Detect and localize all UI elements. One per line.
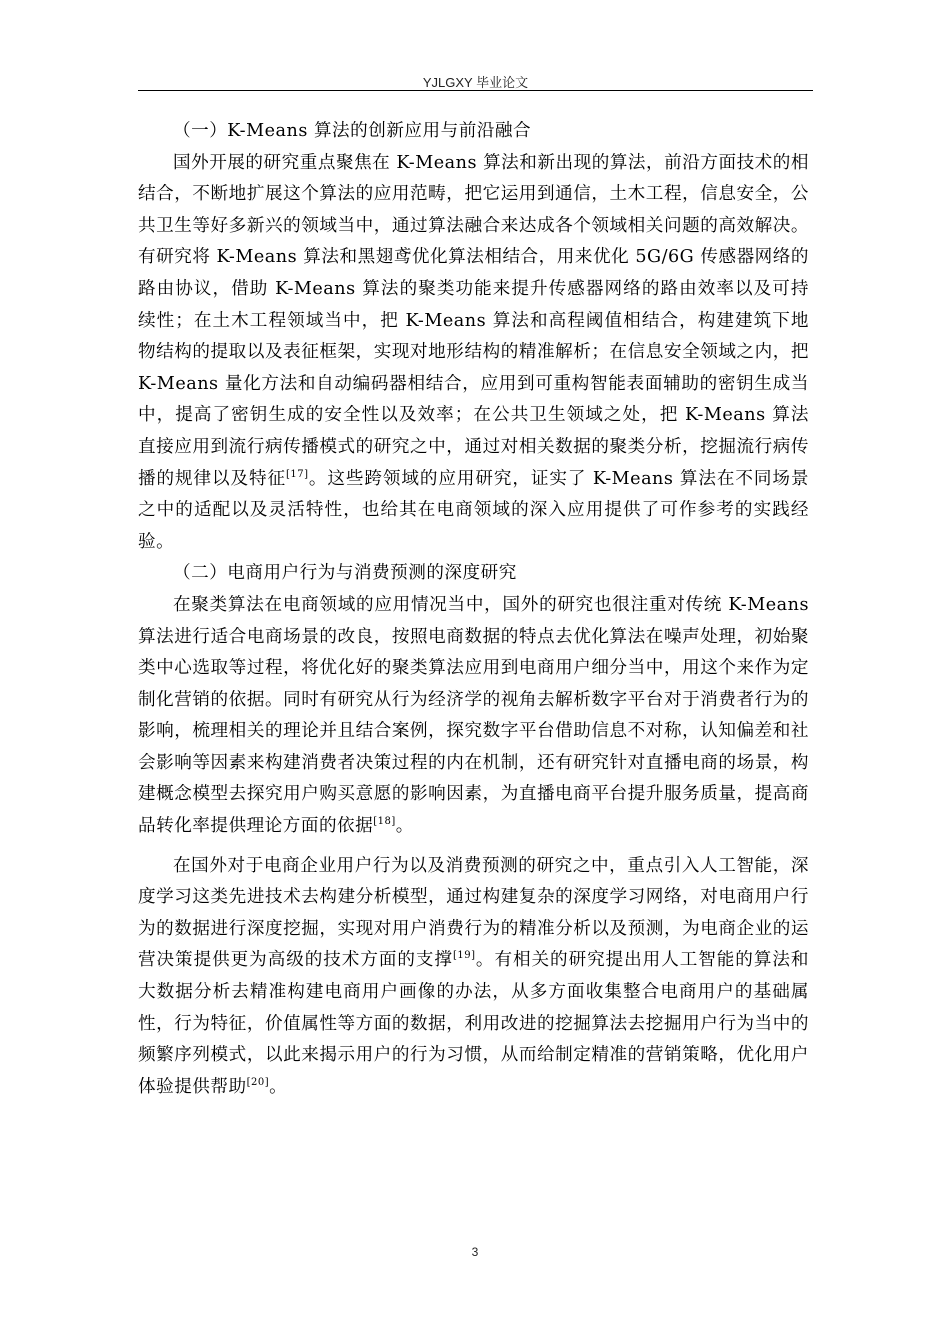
thesis-body (138, 116, 809, 1103)
paragraph-kmeans-cross-domain (138, 148, 809, 559)
paragraph-text: 在国外对于电商企业用户行为以及消费预测的研究之中，重点引入人工智能，深度学习这类先进技术去构建分析模型，通过构建复杂的深度学习网络，对电商用户行为的数据进行深度挖掘，实现对用户消费行为的精准分析以及预测，为电商企业的运营决策提供更为高级的技术方面的支撑 (138, 855, 809, 971)
paragraph-spacer (138, 843, 809, 851)
section-heading-kmeans-innovation: （一）K-Means 算法的创新应用与前沿融合 (173, 121, 532, 141)
paragraph-text-tail: 。 (395, 816, 414, 837)
citation-17: [17] (285, 468, 309, 480)
citation-20: [20] (246, 1076, 270, 1088)
paragraph-text-tail: 。这些跨领域的应用研究，证实了 K-Means 算法在不同场景之中的适配以及灵活特性，也给其在电商领域的深入应用提供了可作参考的实践经验。 (138, 468, 809, 552)
header-rule (138, 90, 813, 91)
citation-18: [18] (373, 816, 396, 828)
paragraph-text-tail: 。 (269, 1076, 288, 1097)
paragraph-ai-deep-learning (138, 851, 809, 1104)
page-number: 3 (471, 1245, 479, 1259)
paragraph-text-mid: 。有相关的研究提出用人工智能的算法和大数据分析去精准构建电商用户画像的办法，从多方面收集整合电商用户的基础属性，行为特征，价值属性等方面的数据，利用改进的挖掘算法去挖掘用户行为当中的频繁序列模式，以此来揭示用户的行为习惯，从而给制定精准的营销策略，优化用户体验提供帮助 (138, 950, 809, 1097)
paragraph-text: 在聚类算法在电商领域的应用情况当中，国外的研究也很注重对传统 K-Means 算法进行适合电商场景的改良，按照电商数据的特点去优化算法在噪声处理，初始聚类中心选取等过程，将优化好的聚类算法应用到电商用户细分当中，用这个来作为定制化营销的依据。同时有研究从行为经济学的视角去解析数字平台对于消费者行为的影响，梳理相关的理论并且结合案例，探究数字平台借助信息不对称，认知偏差和社会影响等因素来构建消费者决策过程的内在机制，还有研究针对直播电商的场景，构建概念模型去探究用户购买意愿的影响因素，为直播电商平台提升服务质量，提高商品转化率提供理论方面的依据 (138, 594, 809, 837)
section-heading-ecommerce-behavior: （二）电商用户行为与消费预测的深度研究 (173, 563, 517, 584)
paragraph-text: 国外开展的研究重点聚焦在 K-Means 算法和新出现的算法，前沿方面技术的相结合，不断地扩展这个算法的应用范畴，把它运用到通信，土木工程，信息安全，公共卫生等好多新兴的领域当中，通过算法融合来达成各个领域相关问题的高效解决。有研究将 K-Means 算法和黑翅鸢优化算法相结合，用来优化 5G/6G 传感器网络的路由协议，借助 K-Means 算法的聚类功能来提升传感器网络的路由效率以及可持续性；在土木工程领域当中，把 K-Means 算法和高程阈值相结合，构建建筑下地物结构的提取以及表征框架，实现对地形结构的精准解析；在信息安全领域之内，把 K-Means 量化方法和自动编码器相结合，应用到可重构智能表面辅助的密钥生成当中，提高了密钥生成的安全性以及效率；在公共卫生领域之处，把 K-Means 算法直接应用到流行病传播模式的研究之中，通过对相关数据的聚类分析，挖掘流行病传播的规律以及特征 (138, 152, 809, 489)
citation-19: [19] (452, 950, 476, 962)
paragraph-clustering-ecommerce (138, 590, 809, 843)
running-header: YJLGXY 毕业论文 (422, 75, 529, 90)
